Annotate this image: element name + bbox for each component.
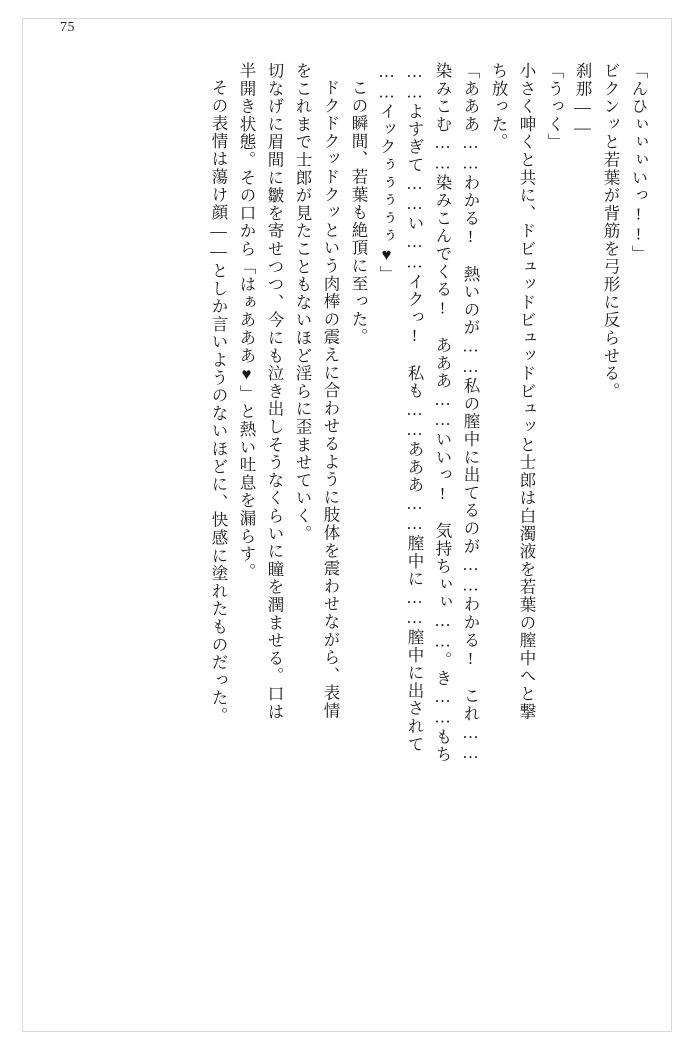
text-line: その表情は蕩け顔——としか言いようのないほどに、快感に塗れたものだった。 <box>209 79 228 725</box>
text-line: ビクンッと若葉が背筋を弓形に反らせる。 <box>601 62 620 401</box>
text-line: 刹那—— <box>573 62 592 139</box>
text-line: 小さく呻くと共に、ドビュッドビュッドビュッと士郎は白濁液を若葉の膣中へと撃 <box>517 62 536 721</box>
text-line: 「あああ……わかる! 熱いのが……私の膣中に出てるのが……わかる! これ…… <box>461 62 480 764</box>
text-line: をこれまで士郎が見たこともないほど淫らに歪ませていく。 <box>293 62 312 543</box>
text-line: 「んひぃぃぃいっ!!」 <box>629 62 648 263</box>
text-line: 切なげに眉間に皺を寄せつつ、今にも泣き出しそうなくらいに瞳を潤ませる。口は <box>265 62 284 721</box>
text-line: ……イックぅぅぅぅぅ♥」 <box>377 62 396 284</box>
text-line: 半開き状態。その口から「はぁあああ♥」と熱い吐息を漏らす。 <box>237 62 256 581</box>
text-line: ち放った。 <box>489 62 508 151</box>
page-number: 75 <box>60 20 75 35</box>
text-line: 染みこむ……染みこんでくる! あああ……いいっ! 気持ちぃぃ……。き……もち <box>433 62 452 764</box>
text-line: 「うっく」 <box>545 62 564 151</box>
text-line: この瞬間、若葉も絶頂に至った。 <box>349 79 368 346</box>
text-line: ……よすぎて……い……イクっ! 私も……あああ……膣中に……膣中に出されて <box>405 62 424 754</box>
vertical-text-body <box>46 62 646 1012</box>
text-line: ドクドクッドクッという肉棒の震えに合わせるように肢体を震わせながら、表情 <box>321 79 340 720</box>
